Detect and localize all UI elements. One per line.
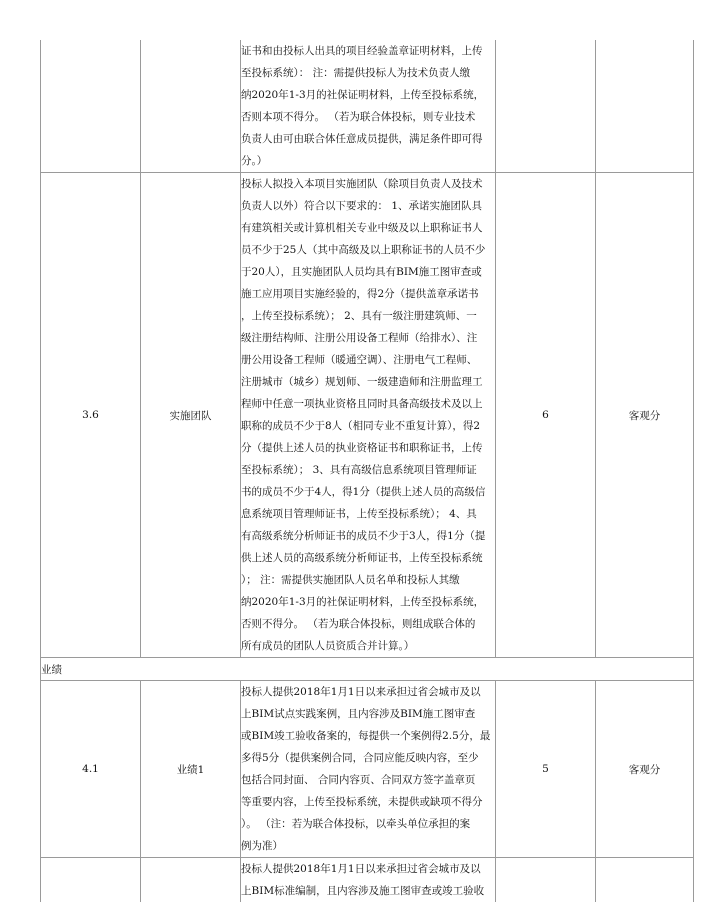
description-line: 或BIM竣工验收备案的，每提供一个案例得2.5分，最: [241, 730, 491, 742]
description-line: 投标人提供2018年1月1日以来承担过省会城市及以: [241, 686, 481, 698]
description-line: 等重要内容，上传至投标系统，未提供或缺项不得分: [241, 796, 483, 808]
description-line: 至投标系统）： 注：需提供投标人为技术负责人缴: [241, 67, 471, 79]
item-score-type: [596, 40, 694, 173]
scoring-table: [40, 40, 694, 902]
description-line: 级注册结构师、注册公用设备工程师（给排水）、注: [241, 332, 478, 344]
description-line: 否则本项不得分。 （若为联合体投标，则专业技术: [241, 111, 476, 123]
description-line: 分。）: [241, 155, 268, 167]
description-line: 包括合同封面、 合同内容页、合同双方签字盖章页: [241, 774, 476, 786]
item-description: [241, 858, 496, 903]
description-line: 纳2020年1-3月的社保证明材料，上传至投标系统，: [241, 89, 485, 101]
item-number: [41, 858, 141, 903]
description-line: 纳2020年1-3月的社保证明材料，上传至投标系统，: [241, 596, 485, 608]
description-line: 投标人提供2018年1月1日以来承担过省会城市及以: [241, 863, 481, 875]
item-number: 3.6: [41, 173, 141, 658]
item-description: [241, 681, 496, 858]
description-line: 册公用设备工程师（暖通空调）、注册电气工程师、: [241, 354, 478, 366]
item-score: [496, 40, 596, 173]
description-line: 至投标系统）； 3、具有高级信息系统项目管理师证: [241, 464, 477, 476]
table-row: [41, 173, 694, 658]
description-line: ）； 注：需提供实施团队人员名单和投标人其缴: [241, 574, 460, 586]
description-line: 注册城市（城乡）规划师、一级建造师和注册监理工: [241, 376, 483, 388]
item-name: [141, 858, 241, 903]
section-row: [41, 658, 694, 681]
description-line: 职称的成员不少于8人（相同专业不重复计算），得2: [241, 420, 481, 432]
section-heading: 业绩: [41, 658, 694, 681]
description-line: ，上传至投标系统）； 2、具有一级注册建筑师、一: [241, 310, 477, 322]
description-line: ）。 （注：若为联合体投标，以牵头单位承担的案: [241, 818, 471, 830]
description-line: 分（提供上述人员的执业资格证书和职称证书，上传: [241, 442, 483, 454]
table-row: [41, 40, 694, 173]
item-score: [496, 858, 596, 903]
description-line: 有高级系统分析师证书的成员不少于3人，得1分（提: [241, 530, 486, 542]
description-line: 负责人以外）符合以下要求的： 1、承诺实施团队具: [241, 200, 483, 212]
description-line: 例为准）: [241, 840, 283, 852]
item-number: [41, 40, 141, 173]
item-score: 6: [496, 173, 596, 658]
item-name: 业绩1: [141, 681, 241, 858]
table-row: [41, 858, 694, 903]
item-description: [241, 173, 496, 658]
item-score: 5: [496, 681, 596, 858]
item-score-type: 客观分: [596, 681, 694, 858]
description-line: 否则不得分。 （若为联合体投标，则组成联合体的: [241, 618, 476, 630]
description-line: 员不少于25人（其中高级及以上职称证书的人员不少: [241, 244, 486, 256]
description-line: 上BIM试点实践案例，且内容涉及BIM施工图审查: [241, 708, 476, 720]
item-score-type: 客观分: [596, 173, 694, 658]
description-line: 投标人拟投入本项目实施团队（除项目负责人及技术: [241, 178, 483, 190]
description-line: 上BIM标准编制，且内容涉及施工图审查或竣工验收: [241, 885, 485, 897]
description-line: 供上述人员的高级系统分析师证书，上传至投标系统: [241, 552, 483, 564]
item-description: [241, 40, 496, 173]
description-line: 书的成员不少于4人，得1分（提供上述人员的高级信: [241, 486, 486, 498]
description-line: 证书和由投标人出具的项目经验盖章证明材料，上传: [241, 45, 483, 57]
description-line: 多得5分（提供案例合同，合同应能反映内容，至少: [241, 752, 479, 764]
scoring-table-body: [41, 40, 694, 902]
table-row: [41, 681, 694, 858]
item-name: 实施团队: [141, 173, 241, 658]
item-number: 4.1: [41, 681, 141, 858]
description-line: 有建筑相关或计算机相关专业中级及以上职称证书人: [241, 222, 483, 234]
description-line: 所有成员的团队人员资质合并计算。）: [241, 640, 415, 652]
description-line: 息系统项目管理师证书，上传至投标系统）； 4、具: [241, 508, 477, 520]
description-line: 于20人），且实施团队人员均具有BIM施工图审查或: [241, 266, 482, 278]
description-line: 程师中任意一项执业资格且同时具备高级技术及以上: [241, 398, 483, 410]
description-line: 负责人由可由联合体任意成员提供，满足条件即可得: [241, 133, 483, 145]
item-name: [141, 40, 241, 173]
description-line: 施工应用项目实施经验的，得2分（提供盖章承诺书: [241, 288, 479, 300]
item-score-type: [596, 858, 694, 903]
